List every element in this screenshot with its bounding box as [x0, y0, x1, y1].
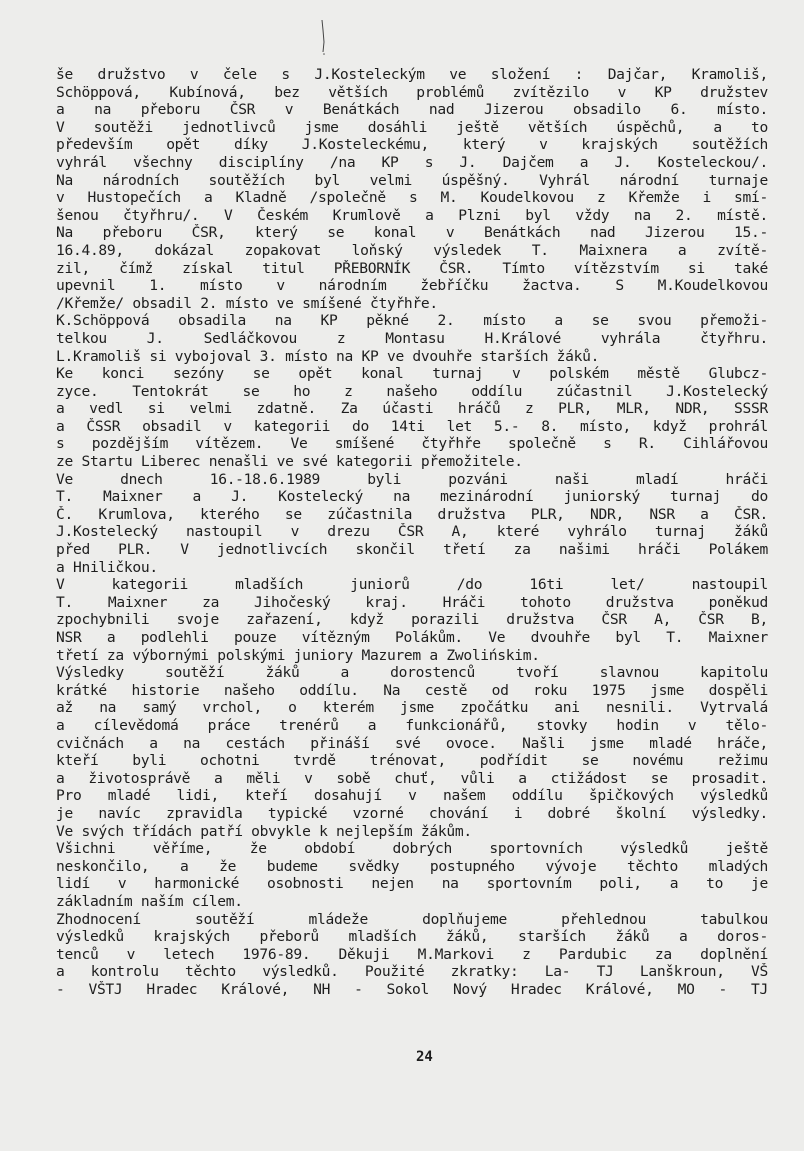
text-line: T. Maixner za Jihočeský kraj. Hráči tohoto družstva poněkud [56, 593, 768, 611]
text-line: ze Startu Liberec nenašli ve své kategorii přemožitele. [56, 453, 523, 471]
text-line: V kategorii mladších juniorů /do 16ti let/ nastoupil [56, 576, 768, 594]
text-line: NSR a podlehli pouze vítězným Polákům. Ve dvouhře byl T. Maixner [56, 629, 768, 646]
text-line: L.Kramoliš si vybojoval 3. místo na KP ve dvouhře starších žáků. [56, 347, 600, 365]
text-line: T. Maixner a J. Kostelecký na mezinárodní juniorský turnaj do [56, 488, 768, 506]
text-line: vyhrál všechny disciplíny /na KP s J. Dajčem a J. Kosteleckou/. [56, 153, 768, 171]
text-line: zpochybnili svoje zařazení, když porazili družstva ČSR A, ČSR B, [56, 611, 768, 629]
text-line: až na samý vrchol, o kterém jsme zpočátku ani nesnili. Vytrvalá [56, 699, 768, 717]
text-line: Na národních soutěžích byl velmi úspěšný. Vyhrál národní turnaje [56, 171, 768, 189]
text-line: Výsledky soutěží žáků a dorostenců tvoří slavnou kapitolu [56, 664, 768, 682]
text-line: s pozdějším vítězem. Ve smíšené čtyřhře společně s R. Cihlářovou [56, 435, 768, 453]
text-line: 16.4.89, dokázal zopakovat loňský výsledek T. Maixnera a zvítě- [56, 241, 768, 259]
text-line: V soutěži jednotlivců jsme dosáhli ještě větších úspěchů, a to [56, 118, 768, 136]
body-text [56, 66, 768, 998]
text-line: především opět díky J.Kosteleckému, který v krajských soutěžích [56, 136, 768, 154]
text-line: Ve dnech 16.-18.6.1989 byli pozváni naši mladí hráči [56, 470, 768, 488]
text-line: a životosprávě a měli v sobě chuť, vůli a ctižádost se prosadit. [56, 769, 768, 787]
text-line: a kontrolu těchto výsledků. Použité zkratky: La- TJ Lanškroun, VŠ [56, 963, 768, 981]
text-line: še družstvo v čele s J.Kosteleckým ve složení : Dajčar, Kramoliš, [56, 66, 768, 83]
text-line: Ve svých třídách patří obvykle k nejlepším žákům. [56, 822, 472, 840]
text-line: neskončilo, a že budeme svědky postupného vývoje těchto mladých [56, 857, 768, 875]
text-line: a vedl si velmi zdatně. Za účasti hráčů z PLR, MLR, NDR, SSSR [56, 400, 768, 418]
text-line: je navíc zpravidla typické vzorné chování i dobré školní výsledky. [56, 804, 768, 822]
text-line: Č. Krumlova, kterého se zúčastnila družstva PLR, NDR, NSR a ČSR. [56, 505, 768, 523]
text-line: K.Schöppová obsadila na KP pěkné 2. místo a se svou přemoži- [56, 312, 768, 330]
text-line: krátké historie našeho oddílu. Na cestě od roku 1975 jsme dospěli [56, 681, 768, 699]
text-line: a ČSSR obsadil v kategorii do 14ti let 5.- 8. místo, když prohrál [56, 417, 768, 435]
text-line: před PLR. V jednotlivcích skončil třetí za našimi hráči Polákem [56, 541, 768, 559]
text-line: Na přeboru ČSR, který se konal v Benátkách nad Jizerou 15.- [56, 224, 768, 242]
text-line: a Hniličkou. [56, 558, 158, 576]
text-line: telkou J. Sedláčkovou z Montasu H.Králové vyhrála čtyřhru. [56, 329, 768, 347]
text-line: cvičnách a na cestách přináší své ovoce. Našli jsme mladé hráče, [56, 734, 768, 752]
text-line: J.Kostelecký nastoupil v drezu ČSR A, které vyhrálo turnaj žáků [56, 523, 768, 541]
text-line: základním naším cílem. [56, 892, 243, 910]
page-number: 24 [416, 1049, 433, 1065]
text-line: zil, čímž získal titul PŘEBORNÍK ČSR. Tímto vítězstvím si také [56, 259, 768, 277]
text-line: v Hustopečích a Kladně /společně s M. Koudelkovou z Křemže i smí- [56, 189, 768, 207]
text-line: šenou čtyřhru/. V Českém Krumlově a Plzni byl vždy na 2. místě. [56, 206, 768, 224]
text-line: Zhodnocení soutěží mládeže doplňujeme přehlednou tabulkou [56, 910, 768, 928]
pen-mark-icon [318, 18, 328, 58]
text-line: Ke konci sezóny se opět konal turnaj v polském městě Glubcz- [56, 365, 768, 383]
text-line: upevnil 1. místo v národním žebříčku žactva. S M.Koudelkovou [56, 277, 768, 295]
text-line: tenců v letech 1976-89. Děkuji M.Markovi z Pardubic za doplnění [56, 945, 768, 963]
text-line: - VŠTJ Hradec Králové, NH - Sokol Nový Hradec Králové, MO - TJ [56, 980, 768, 998]
text-line: výsledků krajských přeborů mladších žáků, starších žáků a doros- [56, 928, 768, 946]
text-line: /Křemže/ obsadil 2. místo ve smíšené čtyřhře. [56, 294, 438, 312]
text-line: Schöppová, Kubínová, bez větších problémů zvítězilo v KP družstev [56, 83, 768, 101]
text-line: třetí za výbornými polskými juniory Mazurem a Zwolińskim. [56, 646, 540, 664]
text-line: Všichni věříme, že období dobrých sportovních výsledků ještě [56, 840, 768, 858]
text-line: zyce. Tentokrát se ho z našeho oddílu zúčastnil J.Kostelecký [56, 382, 768, 400]
text-line: a cílevědomá práce trenérů a funkcionářů, stovky hodin v tělo- [56, 716, 768, 734]
text-line: Pro mladé lidi, kteří dosahují v našem oddílu špičkových výsledků [56, 787, 768, 805]
text-line: lidí v harmonické osobnosti nejen na sportovním poli, a to je [56, 875, 768, 893]
text-line: a na přeboru ČSR v Benátkách nad Jizerou obsadilo 6. místo. [56, 101, 768, 119]
text-line: kteří byli ochotni tvrdě trénovat, podřídit se novému režimu [56, 752, 768, 770]
